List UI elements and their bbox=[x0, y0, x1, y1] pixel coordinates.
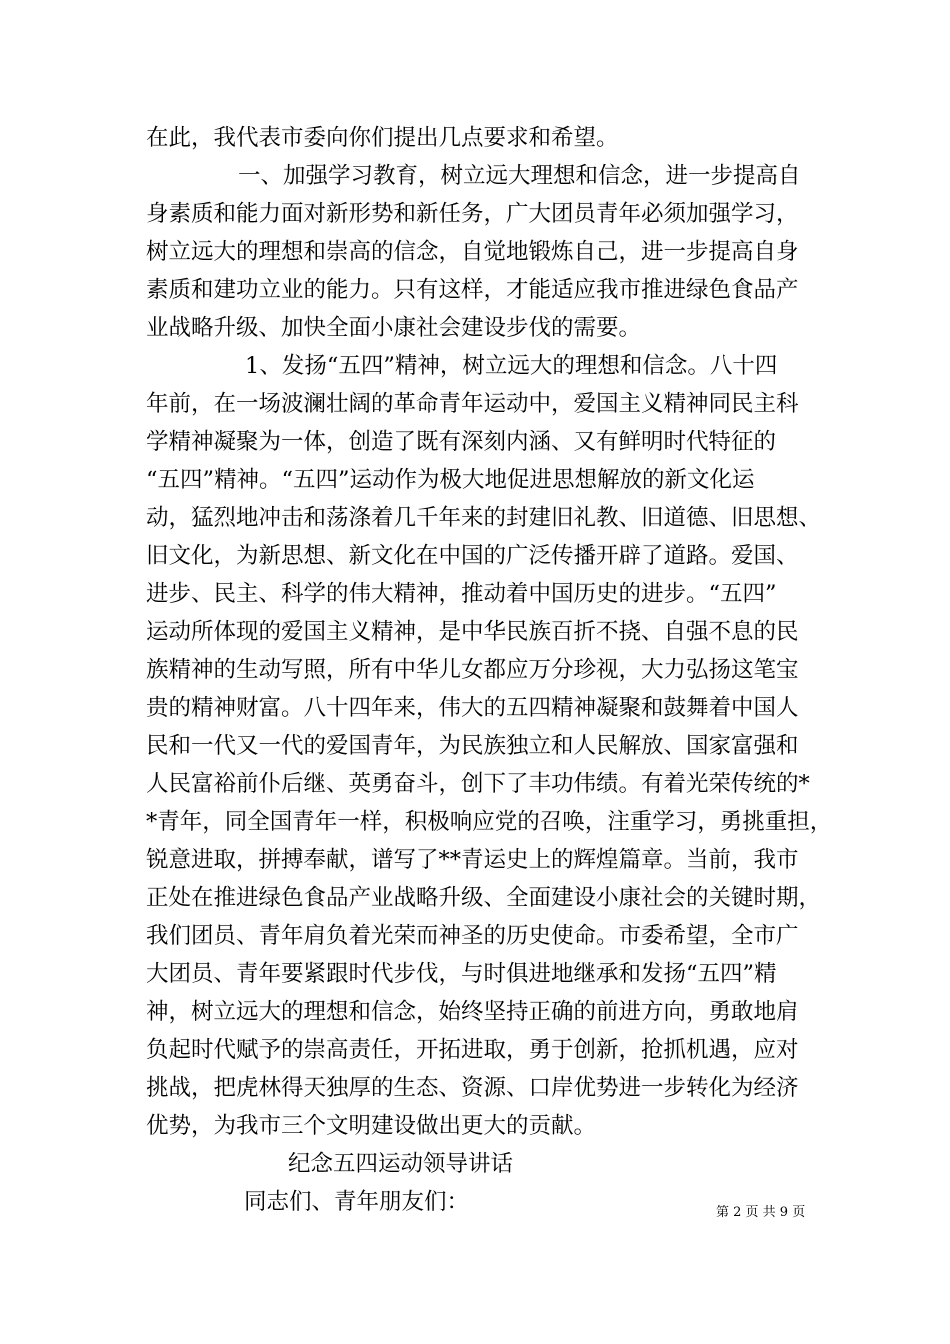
text-line: 正处在推进绿色食品产业战略升级、全面建设小康社会的关键时期， bbox=[146, 885, 822, 911]
text-line: 树立远大的理想和崇高的信念，自觉地锻炼自己，进一步提高自身 bbox=[146, 239, 799, 265]
text-line: 大团员、青年要紧跟时代步伐，与时俱进地继承和发扬“五四”精 bbox=[146, 961, 777, 987]
salutation: 同志们、青年朋友们： bbox=[244, 1189, 470, 1215]
text-line: 业战略升级、加快全面小康社会建设步伐的需要。 bbox=[146, 315, 642, 341]
text-line: “五四”精神。“五四”运动作为极大地促进思想解放的新文化运 bbox=[146, 467, 755, 493]
text-line: *青年，同全国青年一样，积极响应党的召唤，注重学习，勇挑重担， bbox=[146, 809, 833, 835]
text-line: 优势，为我市三个文明建设做出更大的贡献。 bbox=[146, 1113, 597, 1139]
text-line: 年前，在一场波澜壮阔的革命青年运动中，爱国主义精神同民主科 bbox=[146, 391, 799, 417]
text-line: 学精神凝聚为一体，创造了既有深刻内涵、又有鲜明时代特征的 bbox=[146, 429, 777, 455]
text-line: 运动所体现的爱国主义精神，是中华民族百折不挠、自强不息的民 bbox=[146, 619, 799, 645]
text-line: 锐意进取，拼搏奉献，谱写了**青运史上的辉煌篇章。当前，我市 bbox=[146, 847, 799, 873]
text-line: 素质和建功立业的能力。只有这样，才能适应我市推进绿色食品产 bbox=[146, 277, 799, 303]
text-line: 贵的精神财富。八十四年来，伟大的五四精神凝聚和鼓舞着中国人 bbox=[146, 695, 799, 721]
text-line: 民和一代又一代的爱国青年，为民族独立和人民解放、国家富强和 bbox=[146, 733, 799, 759]
text-line: 我们团员、青年肩负着光荣而神圣的历史使命。市委希望，全市广 bbox=[146, 923, 799, 949]
text-line: 人民富裕前仆后继、英勇奋斗，创下了丰功伟绩。有着光荣传统的* bbox=[146, 771, 810, 797]
section-title: 纪念五四运动领导讲话 bbox=[288, 1151, 514, 1177]
text-line: 1、发扬“五四”精神，树立远大的理想和信念。八十四 bbox=[245, 353, 778, 379]
text-line: 动，猛烈地冲击和荡涤着几千年来的封建旧礼教、旧道德、旧思想、 bbox=[146, 505, 822, 531]
text-line: 挑战，把虎林得天独厚的生态、资源、口岸优势进一步转化为经济 bbox=[146, 1075, 799, 1101]
text-line: 一、加强学习教育，树立远大理想和信念，进一步提高自 bbox=[238, 163, 801, 189]
text-line: 负起时代赋予的崇高责任，开拓进取，勇于创新，抢抓机遇，应对 bbox=[146, 1037, 799, 1063]
text-line: 在此，我代表市委向你们提出几点要求和希望。 bbox=[146, 125, 619, 151]
page-footer: 第 2 页 共 9 页 bbox=[716, 1205, 806, 1220]
text-line: 进步、民主、科学的伟大精神，推动着中国历史的进步。“五四” bbox=[146, 581, 777, 607]
text-line: 神，树立远大的理想和信念，始终坚持正确的前进方向，勇敢地肩 bbox=[146, 999, 799, 1025]
text-line: 旧文化，为新思想、新文化在中国的广泛传播开辟了道路。爱国、 bbox=[146, 543, 799, 569]
text-line: 身素质和能力面对新形势和新任务，广大团员青年必须加强学习， bbox=[146, 201, 799, 227]
text-line: 族精神的生动写照，所有中华儿女都应万分珍视，大力弘扬这笔宝 bbox=[146, 657, 799, 683]
